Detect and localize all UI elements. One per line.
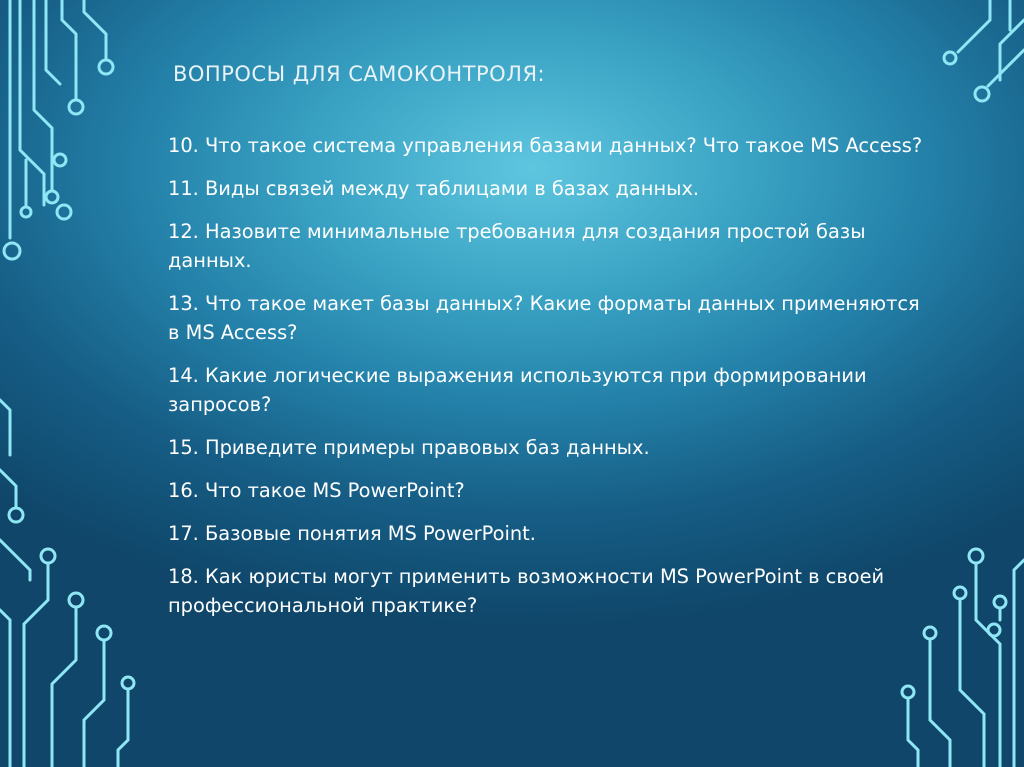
question-item: 16. Что такое MS PowerPoint? <box>168 479 465 502</box>
circuit-top-left <box>4 0 113 259</box>
question-item: 11. Виды связей между таблицами в базах данных. <box>168 177 700 200</box>
question-item: 17. Базовые понятия MS PowerPoint. <box>168 522 536 545</box>
question-item: 18. Как юристы могут применить возможности MS PowerPoint в своей профессиональной практике? <box>168 565 885 617</box>
circuit-bottom-left <box>0 400 134 767</box>
circuit-top-right <box>944 0 1024 101</box>
question-item: 14. Какие логические выражения используются при формировании запросов? <box>168 364 867 416</box>
question-item: 15. Приведите примеры правовых баз данных. <box>168 436 650 459</box>
question-item: 12. Назовите минимальные требования для создания простой базы данных. <box>168 220 866 272</box>
question-list <box>168 131 928 634</box>
question-item: 10. Что такое система управления базами данных? Что такое MS Access? <box>168 134 923 157</box>
question-item: 13. Что такое макет базы данных? Какие форматы данных применяются в MS Access? <box>168 292 920 344</box>
slide-title: ВОПРОСЫ ДЛЯ САМОКОНТРОЛЯ: <box>173 62 546 86</box>
